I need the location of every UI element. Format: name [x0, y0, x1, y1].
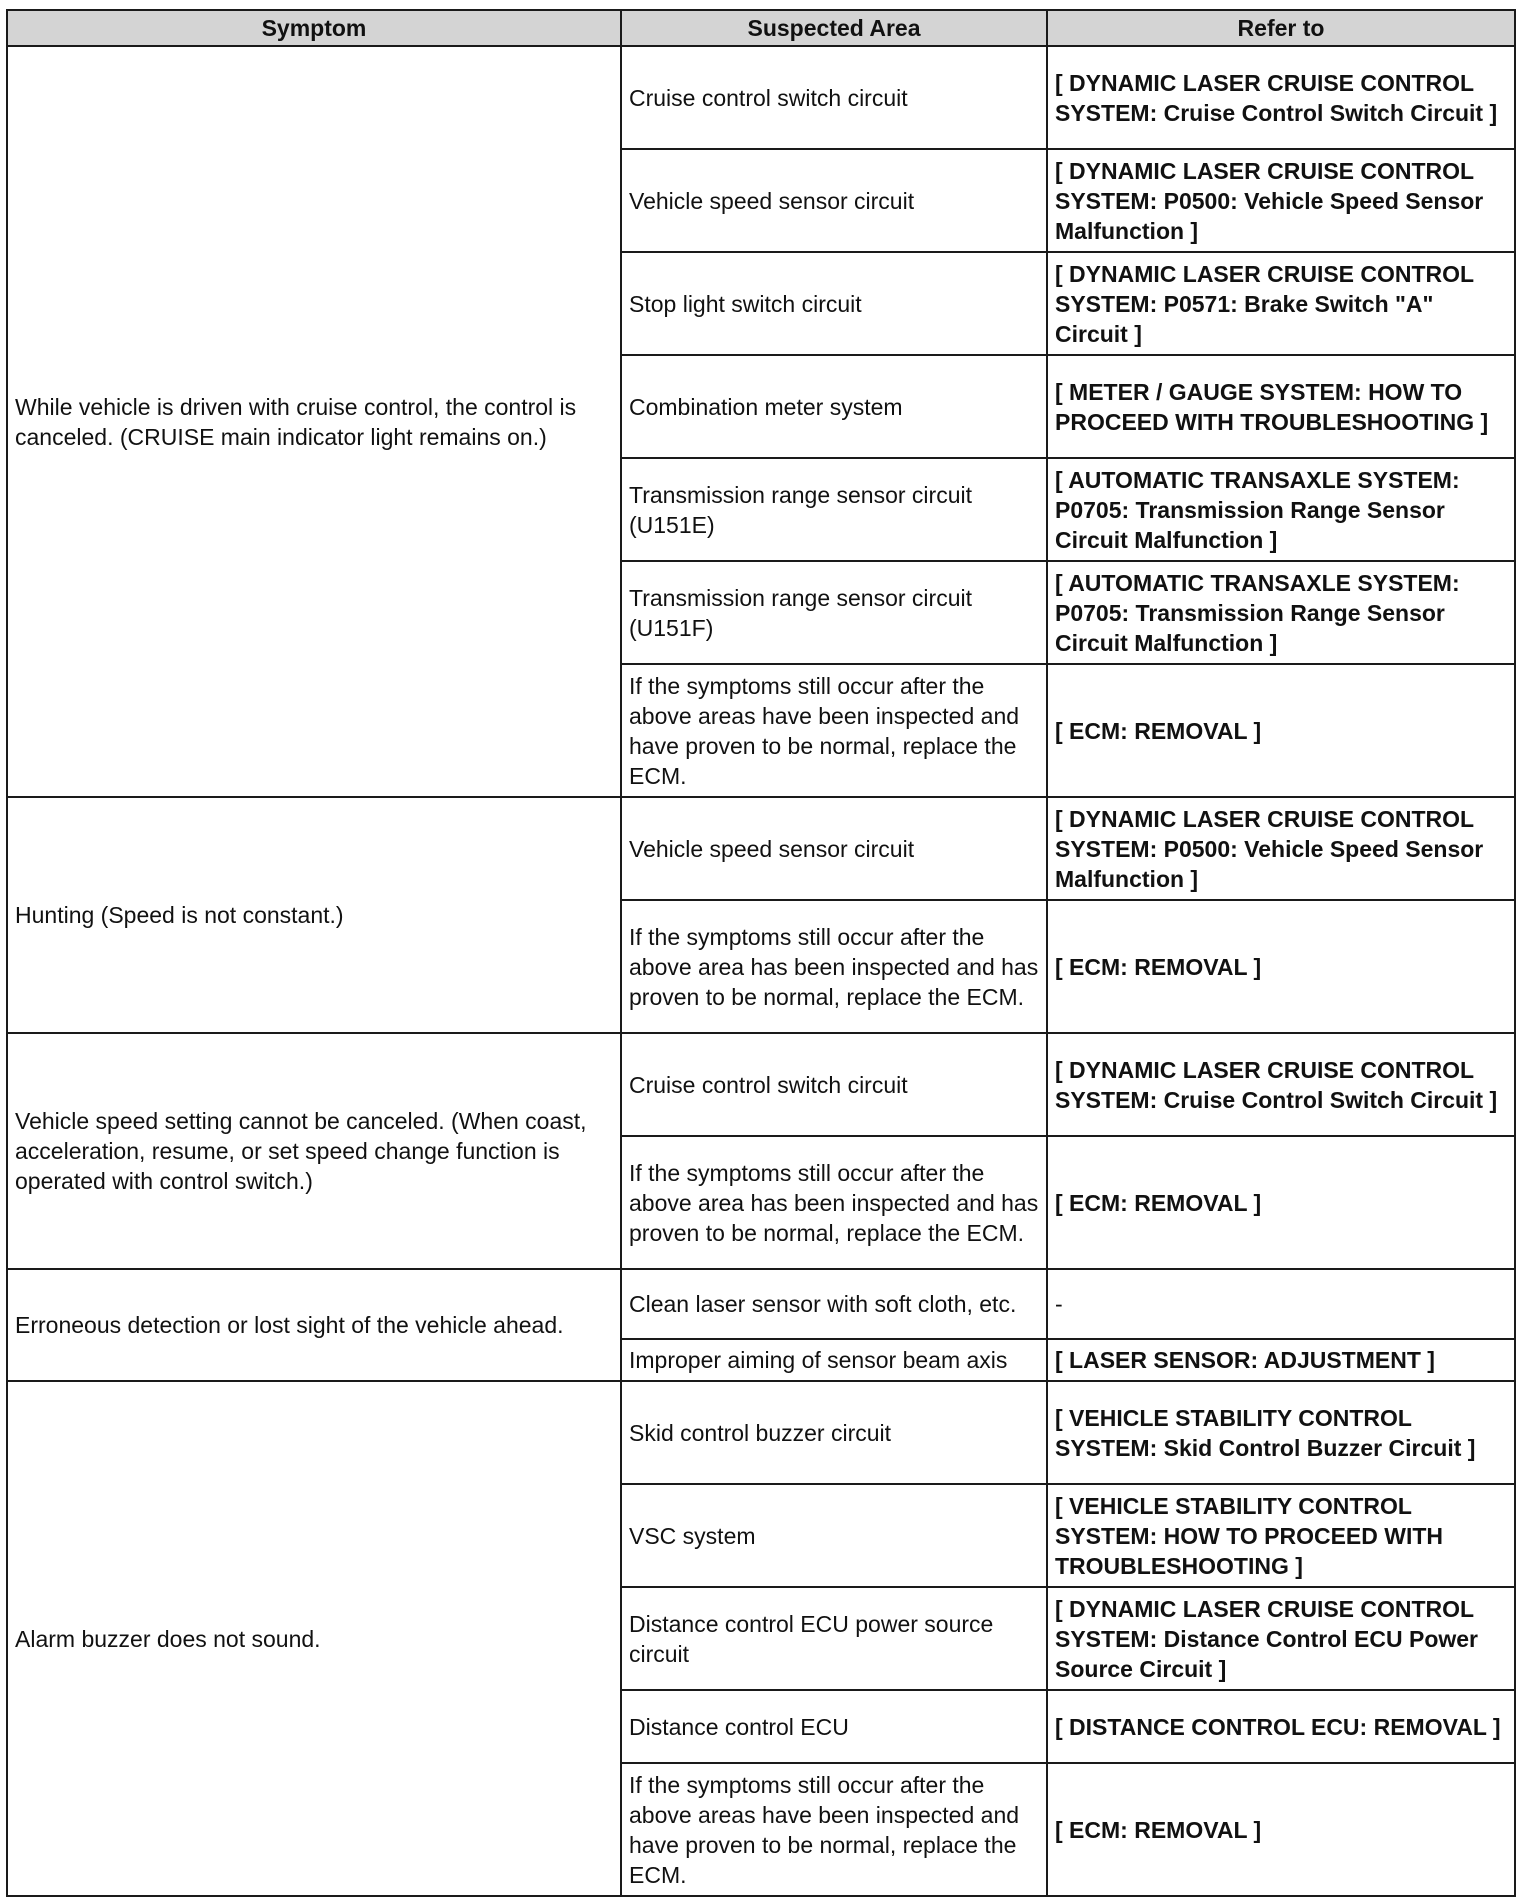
suspected-area-cell: Clean laser sensor with soft cloth, etc.: [621, 1269, 1047, 1339]
suspected-area-cell: Distance control ECU power source circuit: [621, 1587, 1047, 1690]
suspected-area-cell: Stop light switch circuit: [621, 252, 1047, 355]
suspected-area-cell: Vehicle speed sensor circuit: [621, 797, 1047, 900]
suspected-area-cell: If the symptoms still occur after the above area has been inspected and has proven to be normal, replace the ECM.: [621, 900, 1047, 1033]
symptom-cell: While vehicle is driven with cruise control, the control is canceled. (CRUISE main indicator light remains on.): [7, 46, 621, 797]
suspected-area-cell: Skid control buzzer circuit: [621, 1381, 1047, 1484]
header-row: [7, 10, 1515, 46]
suspected-area-cell: If the symptoms still occur after the above areas have been inspected and have proven to be normal, replace the ECM.: [621, 664, 1047, 797]
refer-to-cell: [ AUTOMATIC TRANSAXLE SYSTEM: P0705: Transmission Range Sensor Circuit Malfunction ]: [1047, 458, 1515, 561]
table-row: [7, 797, 1515, 900]
suspected-area-cell: Vehicle speed sensor circuit: [621, 149, 1047, 252]
suspected-area-cell: Cruise control switch circuit: [621, 46, 1047, 149]
symptom-cell: Erroneous detection or lost sight of the vehicle ahead.: [7, 1269, 621, 1381]
header-symptom: Symptom: [7, 10, 621, 46]
header-refer-to: Refer to: [1047, 10, 1515, 46]
suspected-area-cell: Transmission range sensor circuit (U151E): [621, 458, 1047, 561]
suspected-area-cell: Distance control ECU: [621, 1690, 1047, 1763]
refer-to-cell: [ DYNAMIC LASER CRUISE CONTROL SYSTEM: Cruise Control Switch Circuit ]: [1047, 1033, 1515, 1136]
table-row: [7, 1269, 1515, 1339]
suspected-area-cell: If the symptoms still occur after the above areas have been inspected and have proven to be normal, replace the ECM.: [621, 1763, 1047, 1896]
refer-to-cell: [ DISTANCE CONTROL ECU: REMOVAL ]: [1047, 1690, 1515, 1763]
header-suspected-area: Suspected Area: [621, 10, 1047, 46]
symptom-cell: Alarm buzzer does not sound.: [7, 1381, 621, 1896]
suspected-area-cell: Cruise control switch circuit: [621, 1033, 1047, 1136]
refer-to-cell: [ LASER SENSOR: ADJUSTMENT ]: [1047, 1339, 1515, 1381]
refer-to-cell: [ ECM: REMOVAL ]: [1047, 664, 1515, 797]
symptom-cell: Vehicle speed setting cannot be canceled. (When coast, acceleration, resume, or set speed change function is operated with control switch.): [7, 1033, 621, 1269]
table-row: [7, 1381, 1515, 1484]
problem-symptoms-table-container: [6, 9, 1514, 1897]
suspected-area-cell: VSC system: [621, 1484, 1047, 1587]
suspected-area-cell: Combination meter system: [621, 355, 1047, 458]
suspected-area-cell: If the symptoms still occur after the above area has been inspected and has proven to be normal, replace the ECM.: [621, 1136, 1047, 1269]
suspected-area-cell: Improper aiming of sensor beam axis: [621, 1339, 1047, 1381]
table-row: [7, 1033, 1515, 1136]
refer-to-cell: [ ECM: REMOVAL ]: [1047, 1763, 1515, 1896]
refer-to-cell: [ VEHICLE STABILITY CONTROL SYSTEM: Skid Control Buzzer Circuit ]: [1047, 1381, 1515, 1484]
symptom-cell: Hunting (Speed is not constant.): [7, 797, 621, 1033]
refer-to-cell: -: [1047, 1269, 1515, 1339]
table-row: [7, 46, 1515, 149]
problem-symptoms-table: [6, 9, 1516, 1897]
table-body: [7, 46, 1515, 1896]
refer-to-cell: [ DYNAMIC LASER CRUISE CONTROL SYSTEM: P0500: Vehicle Speed Sensor Malfunction ]: [1047, 149, 1515, 252]
refer-to-cell: [ AUTOMATIC TRANSAXLE SYSTEM: P0705: Transmission Range Sensor Circuit Malfunction ]: [1047, 561, 1515, 664]
refer-to-cell: [ DYNAMIC LASER CRUISE CONTROL SYSTEM: Cruise Control Switch Circuit ]: [1047, 46, 1515, 149]
refer-to-cell: [ DYNAMIC LASER CRUISE CONTROL SYSTEM: Distance Control ECU Power Source Circuit ]: [1047, 1587, 1515, 1690]
refer-to-cell: [ DYNAMIC LASER CRUISE CONTROL SYSTEM: P0500: Vehicle Speed Sensor Malfunction ]: [1047, 797, 1515, 900]
suspected-area-cell: Transmission range sensor circuit (U151F): [621, 561, 1047, 664]
refer-to-cell: [ METER / GAUGE SYSTEM: HOW TO PROCEED WITH TROUBLESHOOTING ]: [1047, 355, 1515, 458]
refer-to-cell: [ ECM: REMOVAL ]: [1047, 1136, 1515, 1269]
refer-to-cell: [ VEHICLE STABILITY CONTROL SYSTEM: HOW TO PROCEED WITH TROUBLESHOOTING ]: [1047, 1484, 1515, 1587]
refer-to-cell: [ ECM: REMOVAL ]: [1047, 900, 1515, 1033]
refer-to-cell: [ DYNAMIC LASER CRUISE CONTROL SYSTEM: P0571: Brake Switch "A" Circuit ]: [1047, 252, 1515, 355]
